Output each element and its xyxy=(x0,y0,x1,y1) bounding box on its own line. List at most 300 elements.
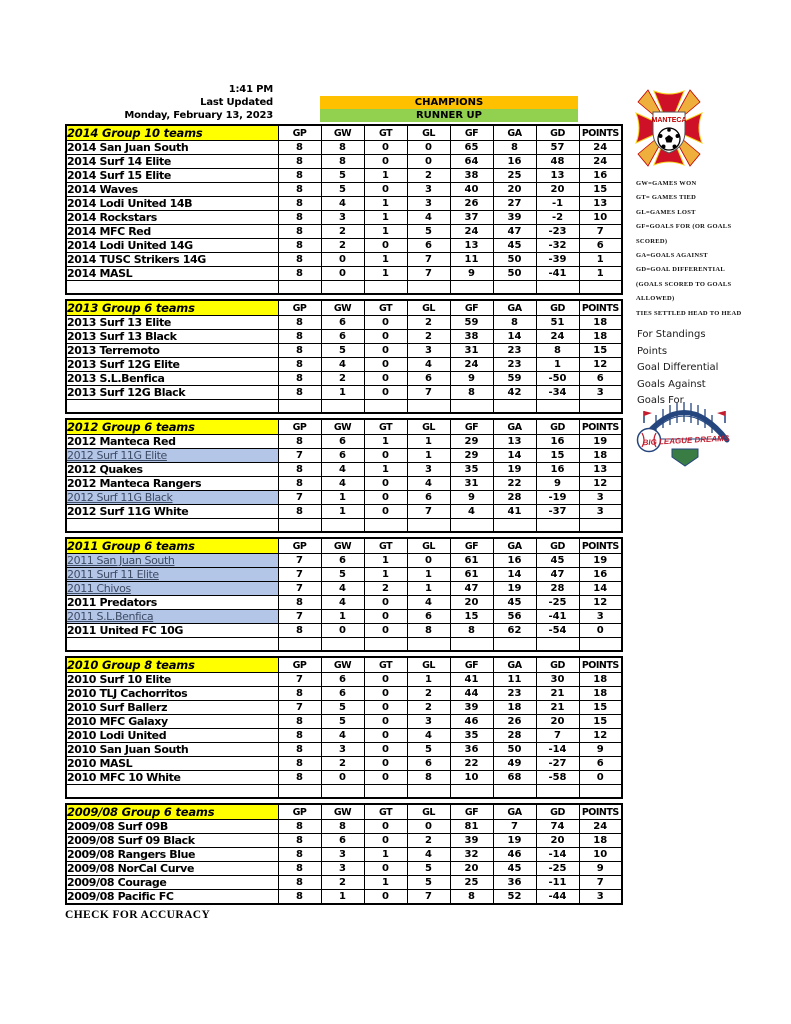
stat-cell: 16 xyxy=(536,435,579,449)
stat-cell: 41 xyxy=(450,673,493,687)
stat-cell: 49 xyxy=(493,757,536,771)
stat-cell: 0 xyxy=(364,715,407,729)
team-row xyxy=(66,596,622,610)
stat-cell: 8 xyxy=(278,253,321,267)
stat-cell: 7 xyxy=(407,253,450,267)
stat-cell: 46 xyxy=(493,848,536,862)
key-line: GW=GAMES WON xyxy=(636,180,697,187)
team-row xyxy=(66,862,622,876)
empty-cell xyxy=(321,638,364,652)
stat-cell: 4 xyxy=(407,358,450,372)
stat-cell: 5 xyxy=(407,743,450,757)
team-row xyxy=(66,673,622,687)
column-header: GT xyxy=(364,125,407,141)
column-header: GP xyxy=(278,538,321,554)
team-row xyxy=(66,449,622,463)
stat-cell: 1 xyxy=(364,211,407,225)
column-header: GA xyxy=(493,657,536,673)
stat-cell: 1 xyxy=(364,225,407,239)
stat-cell: 0 xyxy=(364,610,407,624)
stat-cell: 8 xyxy=(321,820,364,834)
stat-cell: 5 xyxy=(321,169,364,183)
stat-cell: 19 xyxy=(579,554,622,568)
stat-cell: 6 xyxy=(321,449,364,463)
empty-cell xyxy=(536,519,579,533)
stat-cell: 20 xyxy=(450,862,493,876)
stat-cell: 38 xyxy=(450,330,493,344)
team-row xyxy=(66,316,622,330)
stat-cell: 8 xyxy=(278,743,321,757)
stat-cell: 41 xyxy=(493,505,536,519)
stat-cell: 3 xyxy=(579,505,622,519)
stat-cell: 2 xyxy=(407,687,450,701)
stat-cell: 13 xyxy=(493,435,536,449)
accuracy-note: CHECK FOR ACCURACY xyxy=(65,909,211,921)
stat-cell: 1 xyxy=(579,267,622,281)
key-line: GT= GAMES TIED xyxy=(636,194,697,202)
team-row xyxy=(66,183,622,197)
column-header: GA xyxy=(493,538,536,554)
stat-cell: -50 xyxy=(536,372,579,386)
team-row xyxy=(66,491,622,505)
stat-cell: 0 xyxy=(364,449,407,463)
stat-cell: 1 xyxy=(407,449,450,463)
column-header: GF xyxy=(450,419,493,435)
stat-cell: 8 xyxy=(407,771,450,785)
stat-cell: 6 xyxy=(579,372,622,386)
column-header: GF xyxy=(450,300,493,316)
column-header: GP xyxy=(278,125,321,141)
column-header: GW xyxy=(321,538,364,554)
spacer-row xyxy=(66,281,622,295)
column-header: GD xyxy=(536,125,579,141)
stat-cell: 46 xyxy=(450,715,493,729)
team-row xyxy=(66,701,622,715)
stat-cell: 59 xyxy=(450,316,493,330)
stat-cell: 7 xyxy=(407,505,450,519)
stat-cell: -2 xyxy=(536,211,579,225)
team-name: 2014 Surf 14 Elite xyxy=(66,155,278,169)
stat-cell: 50 xyxy=(493,743,536,757)
empty-cell xyxy=(66,281,278,295)
stat-cell: 30 xyxy=(536,673,579,687)
stat-cell: 20 xyxy=(536,715,579,729)
stat-cell: 12 xyxy=(579,596,622,610)
stat-cell: 13 xyxy=(579,197,622,211)
stat-cell: 4 xyxy=(407,211,450,225)
header-row xyxy=(66,419,622,435)
stat-cell: 6 xyxy=(407,372,450,386)
stat-cell: 8 xyxy=(493,316,536,330)
stat-cell: 20 xyxy=(536,834,579,848)
stat-cell: 21 xyxy=(536,687,579,701)
header-row xyxy=(66,538,622,554)
stat-cell: 8 xyxy=(278,624,321,638)
column-header: GF xyxy=(450,657,493,673)
team-name: 2011 United FC 10G xyxy=(66,624,278,638)
stat-cell: 14 xyxy=(493,330,536,344)
stat-cell: 40 xyxy=(450,183,493,197)
spacer-row xyxy=(66,785,622,799)
manteca-fc-logo xyxy=(632,86,706,170)
stat-cell: 26 xyxy=(450,197,493,211)
stat-cell: 6 xyxy=(407,239,450,253)
column-header: POINTS xyxy=(579,804,622,820)
stat-cell: 8 xyxy=(278,834,321,848)
stat-cell: 3 xyxy=(579,890,622,905)
stat-cell: 8 xyxy=(278,435,321,449)
stat-cell: 18 xyxy=(579,673,622,687)
stat-cell: 0 xyxy=(364,743,407,757)
stat-cell: 8 xyxy=(278,687,321,701)
stat-cell: 0 xyxy=(364,344,407,358)
stat-cell: 0 xyxy=(364,372,407,386)
stat-cell: 6 xyxy=(321,316,364,330)
stat-cell: 3 xyxy=(407,463,450,477)
team-name: 2014 San Juan South xyxy=(66,141,278,155)
column-header: POINTS xyxy=(579,657,622,673)
stat-cell: 4 xyxy=(321,596,364,610)
stat-cell: -34 xyxy=(536,386,579,400)
stat-cell: 0 xyxy=(364,358,407,372)
stat-cell: 56 xyxy=(493,610,536,624)
team-name: 2010 San Juan South xyxy=(66,743,278,757)
stat-cell: 1 xyxy=(579,253,622,267)
team-row xyxy=(66,582,622,596)
stat-cell: 3 xyxy=(407,197,450,211)
stat-cell: 5 xyxy=(321,344,364,358)
column-header: GL xyxy=(407,538,450,554)
stat-cell: 10 xyxy=(450,771,493,785)
stat-cell: 14 xyxy=(579,582,622,596)
stat-cell: 3 xyxy=(407,183,450,197)
stat-cell: 45 xyxy=(493,239,536,253)
team-name: 2009/08 Pacific FC xyxy=(66,890,278,905)
column-header: GD xyxy=(536,657,579,673)
stat-cell: 16 xyxy=(579,169,622,183)
key-line: GF=GOALS FOR (OR GOALS xyxy=(636,223,732,231)
big-league-dreams-logo xyxy=(636,393,733,473)
stat-cell: 39 xyxy=(450,701,493,715)
empty-cell xyxy=(66,785,278,799)
stat-cell: 36 xyxy=(450,743,493,757)
team-name: 2014 Surf 15 Elite xyxy=(66,169,278,183)
stat-cell: 6 xyxy=(321,834,364,848)
empty-cell xyxy=(493,785,536,799)
stat-cell: 0 xyxy=(364,477,407,491)
team-name: 2010 Lodi United xyxy=(66,729,278,743)
stat-cell: 13 xyxy=(579,463,622,477)
stat-cell: 8 xyxy=(278,848,321,862)
stat-cell: 7 xyxy=(407,890,450,905)
empty-cell xyxy=(536,785,579,799)
stat-cell: 24 xyxy=(536,330,579,344)
tiebreaker-line: Points xyxy=(637,345,668,357)
stat-cell: 18 xyxy=(579,316,622,330)
team-row xyxy=(66,554,622,568)
column-header: GT xyxy=(364,804,407,820)
stat-cell: 7 xyxy=(278,610,321,624)
stat-cell: -25 xyxy=(536,596,579,610)
empty-cell xyxy=(450,638,493,652)
stat-cell: 1 xyxy=(364,197,407,211)
stat-cell: 1 xyxy=(407,435,450,449)
stat-cell: 1 xyxy=(364,554,407,568)
column-header: GW xyxy=(321,804,364,820)
stat-cell: 4 xyxy=(321,463,364,477)
stat-cell: 61 xyxy=(450,568,493,582)
stat-cell: 8 xyxy=(321,155,364,169)
empty-cell xyxy=(364,281,407,295)
column-header: GW xyxy=(321,300,364,316)
stat-cell: 3 xyxy=(321,743,364,757)
empty-cell xyxy=(321,281,364,295)
stat-cell: 20 xyxy=(536,183,579,197)
stat-cell: 23 xyxy=(493,344,536,358)
empty-cell xyxy=(493,400,536,414)
team-name: 2014 MFC Red xyxy=(66,225,278,239)
team-row xyxy=(66,624,622,638)
team-name: 2010 Surf 10 Elite xyxy=(66,673,278,687)
stat-cell: 2 xyxy=(407,834,450,848)
stat-cell: 8 xyxy=(321,141,364,155)
stat-cell: 8 xyxy=(278,596,321,610)
stat-cell: 0 xyxy=(364,386,407,400)
stat-cell: 1 xyxy=(364,169,407,183)
team-row xyxy=(66,729,622,743)
team-name: 2009/08 Rangers Blue xyxy=(66,848,278,862)
stat-cell: 2 xyxy=(321,239,364,253)
team-row xyxy=(66,239,622,253)
bld-logo-text: BIG LEAGUE DREAMS xyxy=(642,433,730,448)
key-line: ALLOWED) xyxy=(636,295,675,303)
key-line: TIES SETTLED HEAD TO HEAD xyxy=(636,309,742,317)
stat-cell: 2 xyxy=(321,757,364,771)
stat-cell: 9 xyxy=(450,491,493,505)
stat-cell: 8 xyxy=(278,225,321,239)
empty-cell xyxy=(407,638,450,652)
stat-cell: 2 xyxy=(321,876,364,890)
team-row xyxy=(66,876,622,890)
empty-cell xyxy=(278,281,321,295)
group-title: 2012 Group 6 teams xyxy=(66,419,278,435)
stat-cell: -37 xyxy=(536,505,579,519)
stat-cell: 22 xyxy=(450,757,493,771)
stat-cell: 8 xyxy=(278,386,321,400)
column-header: GP xyxy=(278,804,321,820)
team-row xyxy=(66,169,622,183)
stat-cell: 4 xyxy=(407,848,450,862)
team-row xyxy=(66,568,622,582)
empty-cell xyxy=(536,638,579,652)
stat-cell: -32 xyxy=(536,239,579,253)
column-header: GL xyxy=(407,804,450,820)
team-row xyxy=(66,141,622,155)
empty-cell xyxy=(66,638,278,652)
stat-cell: 7 xyxy=(407,386,450,400)
empty-cell xyxy=(579,281,622,295)
empty-cell xyxy=(407,785,450,799)
stat-cell: 0 xyxy=(407,820,450,834)
empty-cell xyxy=(278,400,321,414)
team-row xyxy=(66,435,622,449)
stat-cell: 12 xyxy=(579,477,622,491)
team-row xyxy=(66,253,622,267)
stat-cell: 1 xyxy=(321,491,364,505)
team-name: 2010 MFC 10 White xyxy=(66,771,278,785)
team-name: 2010 MFC Galaxy xyxy=(66,715,278,729)
stat-cell: 57 xyxy=(536,141,579,155)
stat-cell: -19 xyxy=(536,491,579,505)
column-header: GW xyxy=(321,657,364,673)
stat-cell: 47 xyxy=(493,225,536,239)
team-name: 2012 Surf 11G Black xyxy=(66,491,278,505)
stat-cell: 8 xyxy=(278,505,321,519)
stat-cell: 1 xyxy=(321,610,364,624)
stat-cell: 3 xyxy=(579,386,622,400)
stat-cell: 3 xyxy=(321,848,364,862)
stat-cell: 1 xyxy=(364,267,407,281)
stat-cell: 3 xyxy=(407,715,450,729)
tiebreaker-line: For Standings xyxy=(637,329,706,340)
stat-cell: 3 xyxy=(579,491,622,505)
team-row xyxy=(66,225,622,239)
stat-cell: 7 xyxy=(579,876,622,890)
stat-cell: 9 xyxy=(536,477,579,491)
stat-cell: 24 xyxy=(579,141,622,155)
stat-cell: 7 xyxy=(493,820,536,834)
team-row xyxy=(66,771,622,785)
stat-cell: 5 xyxy=(321,715,364,729)
stat-cell: 19 xyxy=(493,463,536,477)
stat-cell: 3 xyxy=(407,344,450,358)
stat-cell: 8 xyxy=(278,169,321,183)
stat-cell: 0 xyxy=(321,624,364,638)
stat-cell: 18 xyxy=(579,449,622,463)
stat-cell: 31 xyxy=(450,344,493,358)
group-title: 2014 Group 10 teams xyxy=(66,125,278,141)
stat-cell: 8 xyxy=(278,771,321,785)
stat-cell: 5 xyxy=(321,701,364,715)
stat-cell: 2 xyxy=(364,582,407,596)
stat-cell: 15 xyxy=(579,183,622,197)
stat-cell: 0 xyxy=(407,554,450,568)
stat-cell: 8 xyxy=(278,477,321,491)
stat-cell: -11 xyxy=(536,876,579,890)
runner-up-legend-bar: RUNNER UP xyxy=(320,109,578,122)
group-title: 2011 Group 6 teams xyxy=(66,538,278,554)
team-row xyxy=(66,687,622,701)
stat-cell: 51 xyxy=(536,316,579,330)
team-row xyxy=(66,743,622,757)
column-header: GL xyxy=(407,300,450,316)
stat-cell: 6 xyxy=(579,239,622,253)
stat-cell: 16 xyxy=(536,463,579,477)
stat-cell: 8 xyxy=(407,624,450,638)
stat-cell: 6 xyxy=(579,757,622,771)
stat-cell: 52 xyxy=(493,890,536,905)
column-header: GD xyxy=(536,300,579,316)
updated-time: 1:41 PM xyxy=(228,84,273,95)
stat-cell: 5 xyxy=(407,225,450,239)
stat-cell: 10 xyxy=(579,848,622,862)
stat-cell: 44 xyxy=(450,687,493,701)
group-title: 2010 Group 8 teams xyxy=(66,657,278,673)
stat-cell: 0 xyxy=(364,491,407,505)
header-row xyxy=(66,657,622,673)
team-row xyxy=(66,386,622,400)
stat-cell: 24 xyxy=(579,155,622,169)
champions-legend-bar: CHAMPIONS xyxy=(320,96,578,109)
team-name: 2009/08 Surf 09 Black xyxy=(66,834,278,848)
stat-cell: 24 xyxy=(450,358,493,372)
column-header: GF xyxy=(450,804,493,820)
stat-cell: 39 xyxy=(493,211,536,225)
stat-cell: 1 xyxy=(536,358,579,372)
team-name: 2011 Surf 11 Elite xyxy=(66,568,278,582)
team-row xyxy=(66,197,622,211)
stat-cell: 2 xyxy=(321,372,364,386)
stat-cell: -41 xyxy=(536,610,579,624)
stat-cell: 0 xyxy=(364,890,407,905)
stat-cell: 12 xyxy=(579,729,622,743)
stat-cell: 0 xyxy=(364,771,407,785)
standings-table xyxy=(65,537,623,652)
stat-cell: 1 xyxy=(364,568,407,582)
column-header: GT xyxy=(364,419,407,435)
stat-cell: 4 xyxy=(407,596,450,610)
team-row xyxy=(66,890,622,905)
stat-cell: 64 xyxy=(450,155,493,169)
stat-cell: 8 xyxy=(278,141,321,155)
stat-cell: 1 xyxy=(364,876,407,890)
stat-cell: 13 xyxy=(536,169,579,183)
stat-cell: 29 xyxy=(450,435,493,449)
stat-cell: 7 xyxy=(278,449,321,463)
team-row xyxy=(66,372,622,386)
stat-cell: 5 xyxy=(407,876,450,890)
stat-cell: 8 xyxy=(278,197,321,211)
stat-cell: 8 xyxy=(278,316,321,330)
column-header: GD xyxy=(536,538,579,554)
stat-cell: 27 xyxy=(493,197,536,211)
stat-cell: 8 xyxy=(450,386,493,400)
stat-cell: 1 xyxy=(364,463,407,477)
team-name: 2013 Surf 12G Elite xyxy=(66,358,278,372)
stat-cell: 0 xyxy=(364,729,407,743)
column-header: GA xyxy=(493,419,536,435)
team-row xyxy=(66,715,622,729)
stat-cell: 11 xyxy=(450,253,493,267)
stat-cell: 10 xyxy=(579,211,622,225)
team-name: 2013 Surf 13 Black xyxy=(66,330,278,344)
stat-cell: 16 xyxy=(579,568,622,582)
stat-cell: 4 xyxy=(450,505,493,519)
stat-cell: 1 xyxy=(364,253,407,267)
team-row xyxy=(66,330,622,344)
empty-cell xyxy=(321,519,364,533)
key-line: SCORED) xyxy=(636,237,668,245)
manteca-logo-text: MANTECA xyxy=(651,117,687,124)
column-header: GL xyxy=(407,657,450,673)
stat-cell: 0 xyxy=(364,141,407,155)
stat-cell: 18 xyxy=(493,701,536,715)
team-name: 2014 Lodi United 14G xyxy=(66,239,278,253)
stat-cell: 0 xyxy=(579,771,622,785)
column-header: GF xyxy=(450,538,493,554)
empty-cell xyxy=(493,281,536,295)
stat-cell: 1 xyxy=(321,505,364,519)
